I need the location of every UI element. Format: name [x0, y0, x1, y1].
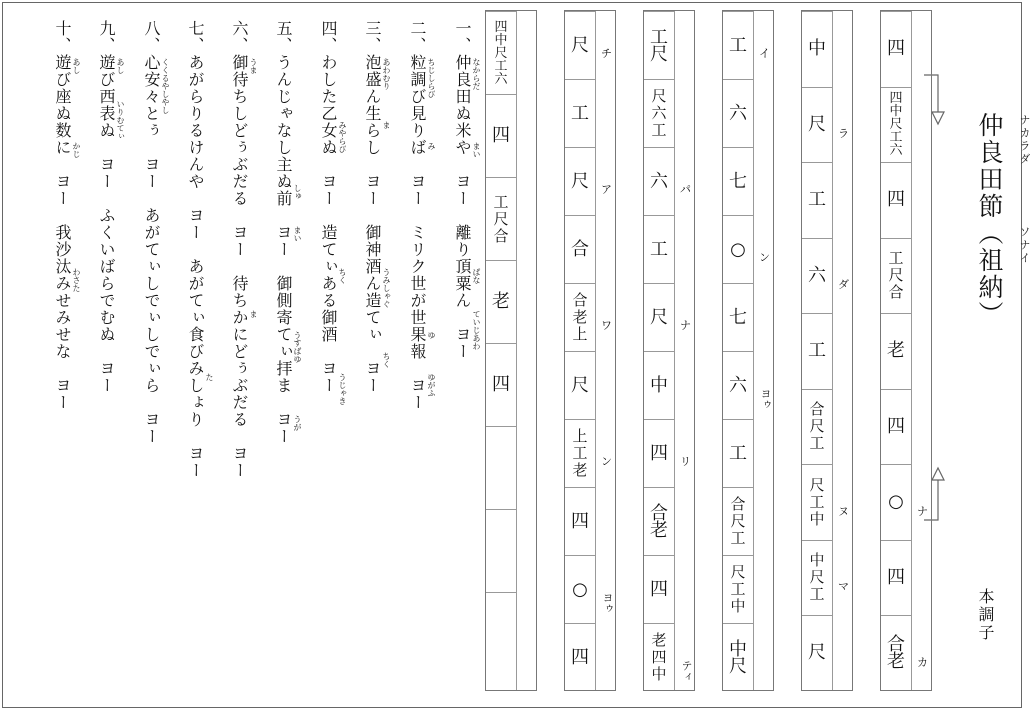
tuning-label: 本調子	[976, 588, 995, 642]
score-column-4	[643, 10, 695, 691]
furigana: た	[205, 373, 214, 381]
score-column-3	[722, 10, 774, 691]
lyric-syllable: リ	[680, 455, 691, 469]
furigana: うが	[293, 415, 302, 431]
place-reading: ソナイ	[1018, 226, 1031, 265]
furigana: まい	[472, 142, 481, 158]
notation-cell: 四	[881, 162, 911, 238]
lyric-syllable: カ	[917, 655, 928, 669]
score-column-1	[880, 10, 932, 691]
lyric-verse-8: 八、心安々とぅ ヨー あがてぃしでぃしでぃら ヨー	[142, 20, 161, 445]
notation-cell: ○	[881, 464, 911, 540]
lyric-syllable: イ	[759, 47, 770, 61]
lyric-syllable: パ	[680, 183, 691, 197]
notation-cell: 四	[644, 419, 674, 487]
lyric-syllable: ワ	[601, 319, 612, 333]
furigana: あし	[116, 58, 125, 74]
furigana: ちく	[338, 268, 347, 284]
notation-cell: 四	[644, 555, 674, 623]
notation-cell: 合 尺 工	[723, 487, 753, 555]
score-column-6	[485, 10, 537, 691]
lyric-syllable: ナ	[680, 319, 691, 333]
notation-cell: 中	[802, 11, 832, 87]
lyric-syllable: ヌ	[838, 504, 849, 518]
furigana: なからだ	[472, 58, 481, 90]
furigana: いりむてぃ	[116, 100, 125, 140]
notation-cell: 尺 六 工	[644, 79, 674, 147]
notation-cell	[486, 592, 516, 675]
lyric-verse-10: 十、遊び座ぬ数に ヨー 我沙汰みせみせな ヨー	[53, 20, 72, 411]
notation-cell: 中 尺 工	[802, 540, 832, 616]
lyric-syllable: ン	[601, 455, 612, 469]
furigana: かじ	[72, 142, 81, 158]
furigana: うすばゆ	[293, 331, 302, 363]
notation-cell: 上 工 老	[565, 419, 595, 487]
furigana: ゆがふ	[427, 373, 436, 397]
notation-cell: 工 尺 合	[486, 177, 516, 260]
notation-cell: 合 老 上	[565, 283, 595, 351]
furigana: うじゃき	[338, 373, 347, 405]
notation-cell: 工	[723, 419, 753, 487]
notation-cell: 四 中 尺 工 六	[881, 87, 911, 163]
score-column-2	[801, 10, 853, 691]
notation-cell: 中	[644, 351, 674, 419]
notation-cell	[486, 426, 516, 509]
notation-cell: 四	[486, 343, 516, 426]
notation-cell: 工 尺	[644, 11, 674, 79]
song-title: 仲良田節（祖納）	[975, 112, 1004, 328]
lyric-verse-5: 五、うんじゃなし主ぬ前 ヨー 御側寄てぃ拝ま ヨー	[274, 20, 293, 445]
score-column-5	[564, 10, 616, 691]
furigana: ゆ	[427, 331, 436, 339]
notation-cell: 工	[802, 162, 832, 238]
notation-cell: 工	[723, 11, 753, 79]
lyric-syllable: ヨゥ	[759, 388, 772, 411]
notation-cell: 尺 工 中	[723, 555, 753, 623]
lyric-syllable: ン	[759, 251, 770, 265]
notation-cell: 七	[723, 283, 753, 351]
furigana: ちく	[382, 352, 391, 368]
lyric-verse-9: 九、遊び西表ぬ ヨー ふくいばらでむぬ ヨー	[97, 20, 116, 394]
notation-cell: 六	[802, 238, 832, 314]
notation-cell: 合 老	[881, 615, 911, 691]
furigana: ていじあわ	[472, 310, 481, 350]
lyric-verse-6: 六、御待ちしどぅぶだる ヨー 待ちかにどぅぶだる ヨー	[230, 20, 249, 479]
furigana: あわむり	[382, 58, 391, 90]
notation-cell: 合 尺 工	[802, 389, 832, 465]
notation-cell: 六	[723, 79, 753, 147]
notation-cell: 尺	[565, 11, 595, 79]
furigana: うみしゃぐ	[382, 268, 391, 308]
lyric-syllable: ティ	[680, 660, 693, 683]
lyric-verse-2: 二、粒調び見りば ヨー ミリク世が世果報 ヨー	[408, 20, 427, 411]
notation-cell: 工	[565, 79, 595, 147]
notation-cell: 四	[565, 623, 595, 691]
furigana: み	[427, 142, 436, 150]
notation-cell: 尺	[565, 147, 595, 215]
furigana: ま	[249, 310, 258, 318]
notation-cell: 四	[881, 389, 911, 465]
notation-cell: 四	[881, 540, 911, 616]
furigana: みやらび	[338, 121, 347, 153]
lyric-verse-4: 四、わした乙女ぬ ヨー 造てぃある御酒 ヨー	[319, 20, 338, 394]
furigana: まい	[293, 226, 302, 242]
notation-cell: 合 老	[644, 487, 674, 555]
notation-cell: 尺	[802, 87, 832, 163]
lyric-syllable: ヨゥ	[601, 592, 614, 615]
lyric-syllable: ダ	[838, 278, 849, 292]
notation-cell: 老	[486, 260, 516, 343]
notation-cell: 四	[486, 94, 516, 177]
furigana: ま	[382, 121, 391, 129]
furigana: うま	[249, 58, 258, 74]
notation-cell: ○	[723, 215, 753, 283]
lyric-syllable: ナ	[917, 504, 928, 518]
notation-cell: 六	[644, 147, 674, 215]
lyric-syllable: マ	[838, 580, 849, 594]
notation-cell: 尺 工 中	[802, 464, 832, 540]
notation-cell: 老 四 中	[644, 623, 674, 691]
notation-cell: 合	[565, 215, 595, 283]
notation-cell: 七	[723, 147, 753, 215]
notation-cell: 工	[644, 215, 674, 283]
notation-cell: 四 中 尺 工 六	[486, 11, 516, 94]
furigana: わさた	[72, 268, 81, 292]
notation-cell	[486, 509, 516, 592]
notation-cell: 工 尺 合	[881, 238, 911, 314]
furigana: しゅ	[293, 184, 302, 200]
notation-cell: 老	[881, 313, 911, 389]
furigana: あし	[72, 58, 81, 74]
furigana: くくるやしやし	[161, 58, 170, 114]
notation-cell: ○	[565, 555, 595, 623]
notation-cell: 尺	[565, 351, 595, 419]
furigana: ぱな	[472, 268, 481, 284]
notation-cell: 尺	[802, 615, 832, 691]
lyric-verse-7: 七、あがらりるけんや ヨー あがてぃ食びみしょり ヨー	[186, 20, 205, 479]
notation-cell: 四	[565, 487, 595, 555]
notation-cell: 六	[723, 351, 753, 419]
notation-cell: 四	[881, 11, 911, 87]
lyric-verse-1: 一、仲良田ぬ米や ヨー 離り頂粟ん ヨー	[453, 20, 472, 360]
lyric-verse-3: 三、泡盛ん生らし ヨー 御神酒ん造てぃ ヨー	[363, 20, 382, 394]
lyric-syllable: ラ	[838, 127, 849, 141]
title-reading: ナカラダ	[1018, 114, 1031, 166]
lyric-syllable: チ	[601, 47, 612, 61]
notation-cell: 工	[802, 313, 832, 389]
lyric-syllable: ア	[601, 183, 612, 197]
notation-cell: 中 尺	[723, 623, 753, 691]
furigana: ちじしらび	[427, 58, 436, 98]
notation-cell: 尺	[644, 283, 674, 351]
